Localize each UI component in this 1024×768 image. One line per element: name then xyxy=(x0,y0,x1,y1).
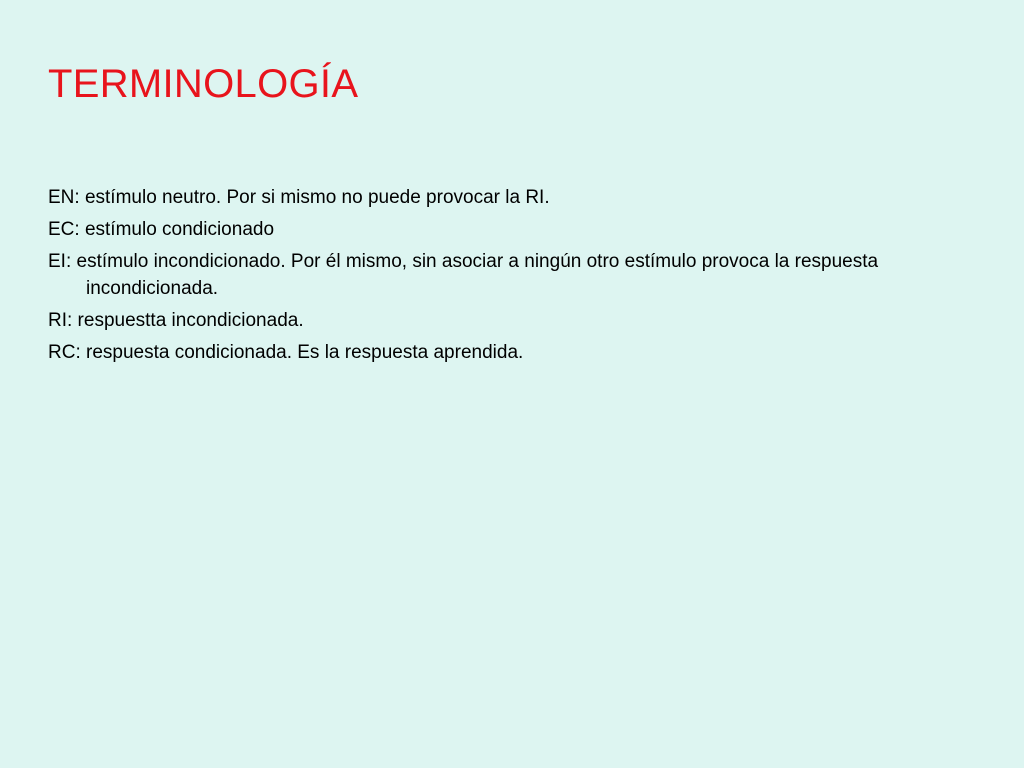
term-item-ri: RI: respuestta incondicionada. xyxy=(48,310,304,331)
term-item-ei: EI: estímulo incondicionado. Por él mismo, sin asociar a ningún otro estímulo provoca la respuesta incondicionada. xyxy=(48,251,879,299)
term-item-en: EN: estímulo neutro. Por si mismo no puede provocar la RI. xyxy=(48,187,550,208)
term-list xyxy=(48,184,948,371)
slide-title: TERMINOLOGÍA xyxy=(48,62,359,106)
term-item-rc: RC: respuesta condicionada. Es la respuesta aprendida. xyxy=(48,342,524,363)
term-item-ec: EC: estímulo condicionado xyxy=(48,219,275,240)
